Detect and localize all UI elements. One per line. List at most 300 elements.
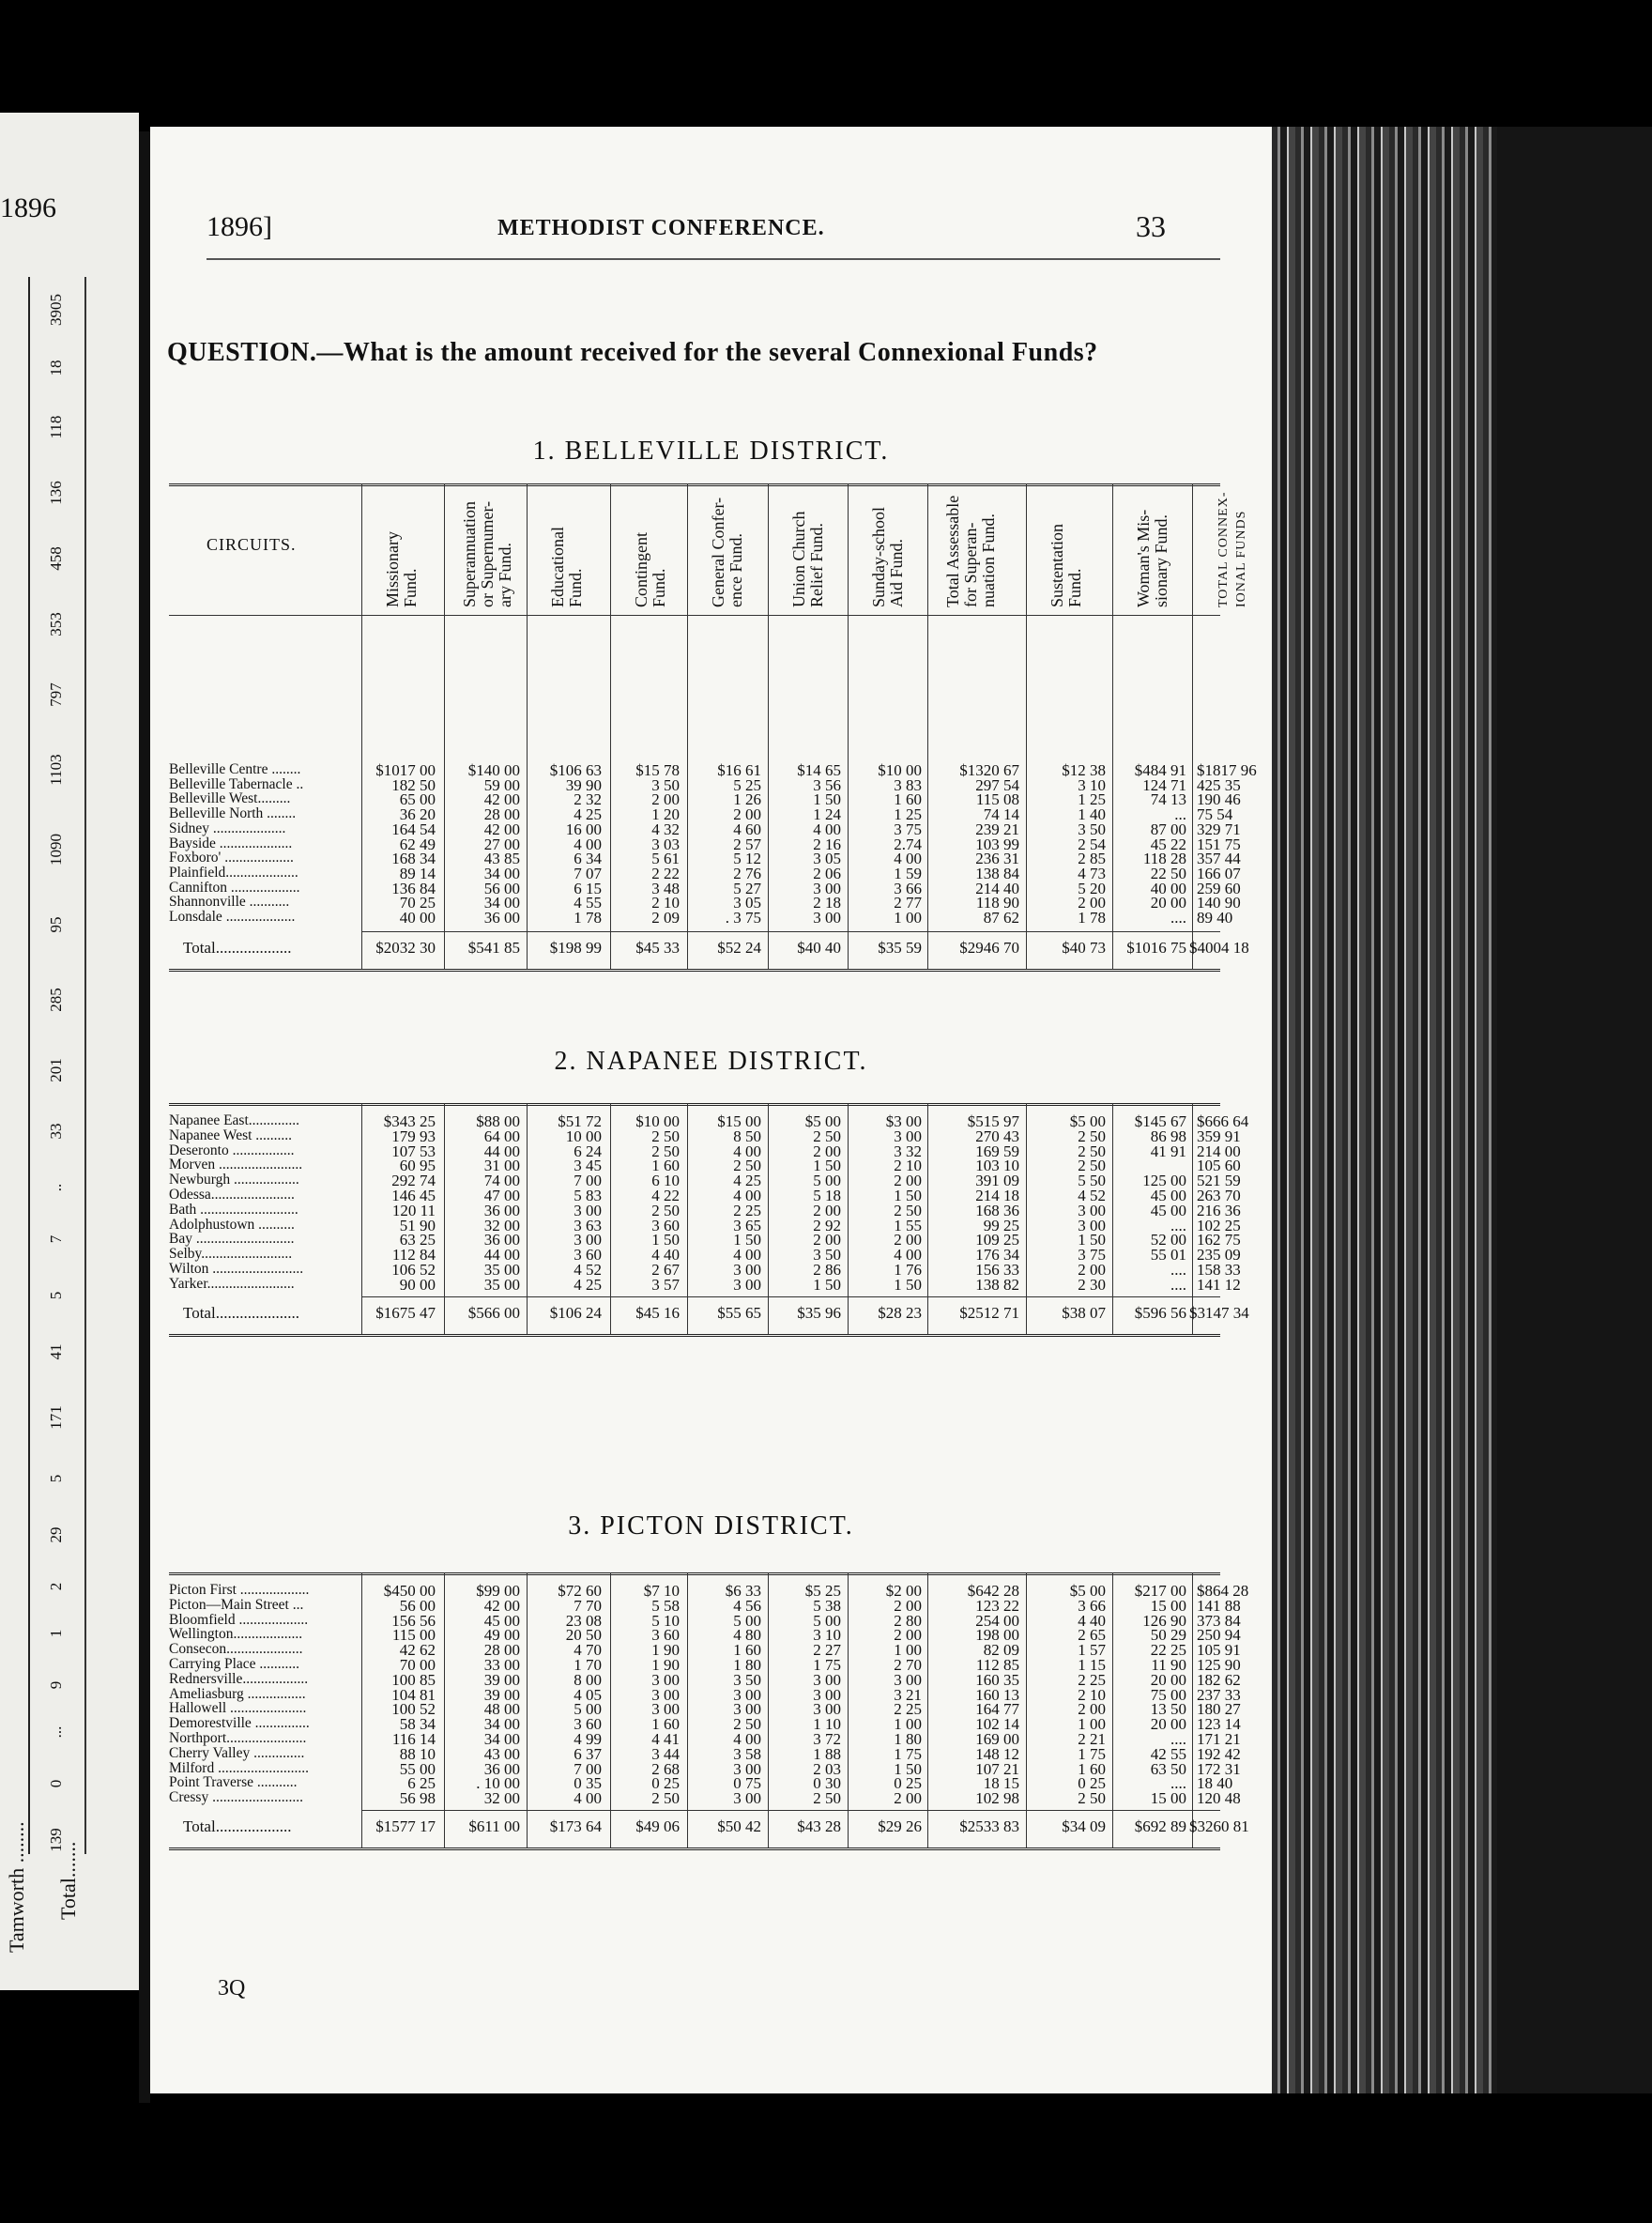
table-cell: 2 21 bbox=[1078, 1730, 1106, 1748]
left-page-number: 285 bbox=[47, 988, 65, 1012]
column-divider bbox=[848, 1103, 849, 1334]
left-page-number: 18 bbox=[47, 360, 65, 376]
table-cell: 2 50 bbox=[651, 1142, 680, 1160]
table-cell: 179 93 bbox=[391, 1127, 436, 1145]
table-cell: 1 50 bbox=[733, 1231, 761, 1249]
table-cell: 0 75 bbox=[733, 1774, 761, 1793]
table-cell: 160 35 bbox=[975, 1670, 1019, 1689]
table-cell: 166 07 bbox=[1197, 864, 1241, 882]
table-cell: 2 10 bbox=[1078, 1685, 1106, 1704]
table-cell: 2 85 bbox=[1078, 850, 1106, 868]
table-cell: 102 25 bbox=[1197, 1216, 1241, 1234]
table-cell: 103 99 bbox=[975, 835, 1019, 853]
column-divider bbox=[848, 1572, 849, 1847]
table-cell: 2 25 bbox=[894, 1700, 922, 1719]
table-cell: 7 00 bbox=[574, 1759, 602, 1778]
table-cell: 3 00 bbox=[733, 1261, 761, 1279]
table-cell: 3 57 bbox=[651, 1275, 680, 1294]
table-cell: 2 50 bbox=[1078, 1142, 1106, 1160]
table-cell: 158 33 bbox=[1197, 1261, 1241, 1279]
column-divider bbox=[610, 1572, 611, 1847]
table-cell: 2 54 bbox=[1078, 835, 1106, 853]
table-cell: $642 28 bbox=[967, 1582, 1019, 1600]
total-cell: $2032 30 bbox=[375, 938, 436, 957]
table-cell: 3 48 bbox=[651, 879, 680, 897]
column-divider bbox=[768, 1572, 769, 1847]
column-header-fund: Woman's Mis- sionary Fund. bbox=[1134, 509, 1170, 607]
table-cell: 162 75 bbox=[1197, 1231, 1241, 1249]
circuit-name: Napanee West .......... bbox=[169, 1127, 293, 1143]
table-cell: $666 64 bbox=[1197, 1112, 1249, 1130]
circuit-name: Deseronto ................. bbox=[169, 1142, 295, 1158]
table-cell: 1 78 bbox=[1078, 909, 1106, 927]
circuit-name: Selby......................... bbox=[169, 1246, 293, 1263]
table-cell: 136 84 bbox=[391, 879, 436, 897]
total-cell: $35 59 bbox=[878, 938, 922, 957]
table-cell: 521 59 bbox=[1197, 1172, 1241, 1190]
table-cell: 1 88 bbox=[813, 1744, 841, 1763]
total-cell: $43 28 bbox=[797, 1817, 841, 1835]
table-cell: 42 62 bbox=[399, 1641, 436, 1660]
column-header-fund: Superannuation or Supernumer- ary Fund. bbox=[460, 500, 514, 607]
left-page-number: 139 bbox=[47, 1828, 65, 1852]
table-cell: . 3 75 bbox=[725, 909, 761, 927]
table-cell: 89 14 bbox=[399, 864, 436, 882]
table-cell: 0 25 bbox=[651, 1774, 680, 1793]
footer-signature: 3Q bbox=[218, 1976, 246, 2001]
table-cell: 1 70 bbox=[574, 1656, 602, 1674]
table-cell: 60 95 bbox=[399, 1157, 436, 1175]
table-cell: 2 22 bbox=[651, 864, 680, 882]
table-cell: 90 00 bbox=[399, 1275, 436, 1294]
table-cell: 373 84 bbox=[1197, 1611, 1241, 1630]
table-cell: 138 82 bbox=[975, 1275, 1019, 1294]
column-divider bbox=[687, 483, 688, 969]
table-cell: 0 25 bbox=[1078, 1774, 1106, 1793]
table-cell: 18 15 bbox=[983, 1774, 1019, 1793]
table-cell: 140 90 bbox=[1197, 894, 1241, 912]
table-cell: 3 00 bbox=[733, 1759, 761, 1778]
table-cell: 15 00 bbox=[1150, 1596, 1186, 1615]
table-cell: 28 00 bbox=[483, 1641, 520, 1660]
left-page-number: 5 bbox=[47, 1291, 65, 1300]
total-label: Total................... bbox=[183, 1817, 292, 1835]
column-divider bbox=[1026, 483, 1027, 969]
left-page-number: 118 bbox=[47, 415, 65, 439]
table-cell: 2 30 bbox=[1078, 1275, 1106, 1294]
table-cell: 4 56 bbox=[733, 1596, 761, 1615]
table-bottom-rule bbox=[169, 1847, 1220, 1850]
left-page-number: 7 bbox=[47, 1234, 65, 1244]
table-cell: 45 00 bbox=[1150, 1187, 1186, 1204]
table-cell: 7 00 bbox=[574, 1172, 602, 1190]
left-page-label-tamworth: Tamworth ........ bbox=[5, 1821, 28, 1953]
circuit-name: Milford ......................... bbox=[169, 1759, 309, 1776]
column-divider bbox=[927, 1103, 928, 1334]
table-cell: 103 10 bbox=[975, 1157, 1019, 1175]
table-cell: 40 00 bbox=[399, 909, 436, 927]
table-cell: 4 70 bbox=[574, 1641, 602, 1660]
table-cell: $15 00 bbox=[717, 1112, 761, 1130]
table-cell: 58 34 bbox=[399, 1715, 436, 1734]
table-cell: 3 21 bbox=[894, 1685, 922, 1704]
table-cell: 391 09 bbox=[975, 1172, 1019, 1190]
table-cell: 214 18 bbox=[975, 1187, 1019, 1204]
table-cell: 3 60 bbox=[574, 1715, 602, 1734]
table-cell: 3 50 bbox=[733, 1670, 761, 1689]
table-cell: 214 00 bbox=[1197, 1142, 1241, 1160]
table-cell: 32 00 bbox=[483, 1789, 520, 1808]
table-cell: 2 70 bbox=[894, 1656, 922, 1674]
table-cell: $10 00 bbox=[878, 761, 922, 779]
table-cell: 182 50 bbox=[391, 775, 436, 794]
table-cell: 3 75 bbox=[1078, 1246, 1106, 1265]
table-cell: 52 00 bbox=[1150, 1231, 1186, 1249]
circuit-name: Belleville West......... bbox=[169, 790, 291, 807]
table-cell: 2 10 bbox=[651, 894, 680, 912]
table-cell: . 10 00 bbox=[476, 1774, 520, 1793]
total-cell: $1577 17 bbox=[375, 1817, 436, 1835]
table-cell: 70 00 bbox=[399, 1656, 436, 1674]
table-cell: 88 10 bbox=[399, 1744, 436, 1763]
table-cell: 28 00 bbox=[483, 805, 520, 824]
circuit-name: Cherry Valley .............. bbox=[169, 1744, 305, 1761]
table-cell: $450 00 bbox=[383, 1582, 436, 1600]
table-cell: $16 61 bbox=[717, 761, 761, 779]
circuit-name: Consecon..................... bbox=[169, 1641, 303, 1658]
table-cell: 2 50 bbox=[813, 1789, 841, 1808]
table-cell: 5 27 bbox=[733, 879, 761, 897]
table-cell: 4 73 bbox=[1078, 864, 1106, 882]
table-cell: 4 00 bbox=[733, 1187, 761, 1204]
table-cell: 47 00 bbox=[483, 1187, 520, 1204]
table-cell: 1 50 bbox=[894, 1759, 922, 1778]
table-cell: 3 00 bbox=[733, 1275, 761, 1294]
table-cell: 2 18 bbox=[813, 894, 841, 912]
table-cell: 123 22 bbox=[975, 1596, 1019, 1615]
table-cell: 254 00 bbox=[975, 1611, 1019, 1630]
table-cell: 5 00 bbox=[813, 1172, 841, 1190]
left-page-number: 136 bbox=[47, 481, 65, 505]
column-header-fund: General Confer- ence Fund. bbox=[709, 497, 745, 607]
table-cell: 3 00 bbox=[813, 1700, 841, 1719]
table-cell: $88 00 bbox=[476, 1112, 520, 1130]
table-cell: 3 00 bbox=[894, 1127, 922, 1145]
left-page-number: .. bbox=[47, 1183, 65, 1192]
table-cell: 1 25 bbox=[894, 805, 922, 824]
left-page-number: 9 bbox=[47, 1680, 65, 1690]
table-cell: 45 00 bbox=[483, 1611, 520, 1630]
table-cell: 239 21 bbox=[975, 820, 1019, 838]
table-cell: 87 62 bbox=[983, 909, 1019, 927]
table-cell: 4 40 bbox=[651, 1246, 680, 1265]
table-cell: 45 00 bbox=[1150, 1201, 1186, 1219]
table-cell: 32 00 bbox=[483, 1216, 520, 1234]
table-cell: 3 50 bbox=[651, 775, 680, 794]
total-rule bbox=[361, 931, 1220, 932]
table-cell: 63 25 bbox=[399, 1231, 436, 1249]
table-cell: 250 94 bbox=[1197, 1626, 1241, 1645]
total-cell: $541 85 bbox=[467, 938, 520, 957]
header-title: METHODIST CONFERENCE. bbox=[497, 216, 825, 240]
column-divider bbox=[927, 483, 928, 969]
table-cell: 4 00 bbox=[894, 1246, 922, 1265]
table-cell: 2 06 bbox=[813, 864, 841, 882]
table-cell: 1 00 bbox=[1078, 1715, 1106, 1734]
table-cell: 169 00 bbox=[975, 1730, 1019, 1748]
table-cell: .... bbox=[1170, 1261, 1186, 1279]
table-cell: 2 27 bbox=[813, 1641, 841, 1660]
table-cell: 2 76 bbox=[733, 864, 761, 882]
left-page-label-total: Total....... bbox=[56, 1841, 80, 1920]
table-cell: 35 00 bbox=[483, 1261, 520, 1279]
table-cell: 104 81 bbox=[391, 1685, 436, 1704]
column-divider bbox=[527, 483, 528, 969]
table-cell: 55 00 bbox=[399, 1759, 436, 1778]
table-cell: 2 00 bbox=[813, 1201, 841, 1219]
column-header-fund: Sunday-school Aid Fund. bbox=[869, 507, 906, 607]
circuit-name: Ameliasburg ................ bbox=[169, 1685, 306, 1702]
table-cell: 39 90 bbox=[565, 775, 602, 794]
table-cell: 31 00 bbox=[483, 1157, 520, 1175]
left-page-number: 29 bbox=[47, 1526, 65, 1543]
circuit-name: Odessa....................... bbox=[169, 1187, 295, 1203]
district-title-picton: 3. PICTON DISTRICT. bbox=[568, 1511, 854, 1541]
table-cell: 3 58 bbox=[733, 1744, 761, 1763]
table-cell: 236 31 bbox=[975, 850, 1019, 868]
table-cell: 3 83 bbox=[894, 775, 922, 794]
table-cell: 55 01 bbox=[1150, 1246, 1186, 1265]
total-cell: $611 00 bbox=[468, 1817, 520, 1835]
table-cell: 56 98 bbox=[399, 1789, 436, 1808]
total-cell: $45 16 bbox=[635, 1303, 680, 1322]
table-cell: 6 37 bbox=[574, 1744, 602, 1763]
table-cell: 5 83 bbox=[574, 1187, 602, 1204]
table-cell: $106 63 bbox=[549, 761, 602, 779]
table-cell: 27 00 bbox=[483, 835, 520, 853]
circuit-name: Plainfield.................... bbox=[169, 864, 298, 881]
table-cell: 3 72 bbox=[813, 1730, 841, 1748]
table-cell: 107 53 bbox=[391, 1142, 436, 1160]
total-cell: $40 73 bbox=[1062, 938, 1106, 957]
table-cell: 4 52 bbox=[574, 1261, 602, 1279]
table-cell: 1 24 bbox=[813, 805, 841, 824]
table-cell: 2 80 bbox=[894, 1611, 922, 1630]
table-cell: 2 50 bbox=[733, 1157, 761, 1175]
table-cell: 65 00 bbox=[399, 790, 436, 809]
column-divider bbox=[527, 1572, 528, 1847]
table-cell: $5 00 bbox=[804, 1112, 841, 1130]
table-cell: 33 00 bbox=[483, 1656, 520, 1674]
table-cell: 4 00 bbox=[733, 1142, 761, 1160]
table-cell: 2 25 bbox=[1078, 1670, 1106, 1689]
table-cell: 116 14 bbox=[391, 1730, 436, 1748]
table-cell: 8 00 bbox=[574, 1670, 602, 1689]
table-cell: 1 10 bbox=[813, 1715, 841, 1734]
table-cell: 1 50 bbox=[1078, 1231, 1106, 1249]
left-page-number: 171 bbox=[47, 1405, 65, 1430]
table-cell: $484 91 bbox=[1134, 761, 1186, 779]
left-page-number: 797 bbox=[47, 682, 65, 707]
table-cell: 169 59 bbox=[975, 1142, 1019, 1160]
table-cell: 3 00 bbox=[813, 1685, 841, 1704]
table-cell: 259 60 bbox=[1197, 879, 1241, 897]
table-cell: 214 40 bbox=[975, 879, 1019, 897]
total-cell: $198 99 bbox=[549, 938, 602, 957]
table-cell: 1 00 bbox=[894, 909, 922, 927]
table-cell: 3 00 bbox=[894, 1670, 922, 1689]
table-cell: 45 22 bbox=[1150, 835, 1186, 853]
table-cell: 51 90 bbox=[399, 1216, 436, 1234]
table-cell: 102 98 bbox=[975, 1789, 1019, 1808]
total-cell: $106 24 bbox=[549, 1303, 602, 1322]
table-cell: 15 00 bbox=[1150, 1789, 1186, 1808]
table-cell: 102 14 bbox=[975, 1715, 1019, 1734]
column-header-fund: TOTAL CONNEX- IONAL FUNDS bbox=[1216, 491, 1248, 607]
table-cell: 3 45 bbox=[574, 1157, 602, 1175]
total-cell: $3147 34 bbox=[1189, 1303, 1249, 1322]
circuit-name: Lonsdale ................... bbox=[169, 909, 296, 925]
table-cell: 56 00 bbox=[483, 879, 520, 897]
total-cell: $40 40 bbox=[797, 938, 841, 957]
table-cell: 2 00 bbox=[733, 805, 761, 824]
table-cell: 2 50 bbox=[733, 1715, 761, 1734]
table-cell: 3 56 bbox=[813, 775, 841, 794]
table-cell: 75 54 bbox=[1197, 805, 1233, 824]
table-cell: 59 00 bbox=[483, 775, 520, 794]
table-cell: 36 20 bbox=[399, 805, 436, 824]
table-cell: $10 00 bbox=[635, 1112, 680, 1130]
circuit-name: Hallowell ..................... bbox=[169, 1700, 307, 1717]
table-cell: $14 65 bbox=[797, 761, 841, 779]
table-cell: 1 80 bbox=[894, 1730, 922, 1748]
table-cell: 4 00 bbox=[813, 820, 841, 838]
table-cell: 3 60 bbox=[651, 1216, 680, 1234]
table-cell: 3 10 bbox=[1078, 775, 1106, 794]
table-cell: 22 25 bbox=[1150, 1641, 1186, 1660]
left-page-number: 41 bbox=[47, 1343, 65, 1360]
table-cell: $72 60 bbox=[558, 1582, 602, 1600]
table-cell: 3 00 bbox=[574, 1201, 602, 1219]
table-cell: 1 00 bbox=[894, 1715, 922, 1734]
table-cell: 23 08 bbox=[565, 1611, 602, 1630]
table-cell: 43 00 bbox=[483, 1744, 520, 1763]
table-cell: 3 00 bbox=[813, 1670, 841, 1689]
column-divider bbox=[768, 483, 769, 969]
table-cell: 2 50 bbox=[1078, 1157, 1106, 1175]
total-cell: $38 07 bbox=[1062, 1303, 1106, 1322]
left-page-number: 201 bbox=[47, 1058, 65, 1082]
table-cell: 1 50 bbox=[813, 1157, 841, 1175]
circuit-name: Demorestville ............... bbox=[169, 1715, 310, 1732]
total-cell: $173 64 bbox=[549, 1817, 602, 1835]
table-cell: $5 00 bbox=[1069, 1582, 1106, 1600]
column-divider bbox=[687, 1572, 688, 1847]
table-cell: 120 48 bbox=[1197, 1789, 1241, 1808]
table-cell: 13 50 bbox=[1150, 1700, 1186, 1719]
table-cell: 10 00 bbox=[565, 1127, 602, 1145]
table-cell: 3 63 bbox=[574, 1216, 602, 1234]
circuit-name: Belleville Tabernacle .. bbox=[169, 775, 304, 792]
table-cell: 3 50 bbox=[813, 1246, 841, 1265]
table-cell: 2 50 bbox=[651, 1127, 680, 1145]
table-cell: 2 00 bbox=[894, 1789, 922, 1808]
table-cell: 2 16 bbox=[813, 835, 841, 853]
left-page-number: 2 bbox=[47, 1582, 65, 1591]
circuit-name: Picton—Main Street ... bbox=[169, 1596, 304, 1613]
column-divider bbox=[1112, 1103, 1113, 1334]
table-cell: $99 00 bbox=[476, 1582, 520, 1600]
total-cell: $28 23 bbox=[878, 1303, 922, 1322]
table-cell: 5 38 bbox=[813, 1596, 841, 1615]
left-facing-page bbox=[0, 113, 139, 1990]
circuit-name: Shannonville ........... bbox=[169, 894, 290, 911]
table-cell: 4 00 bbox=[574, 1789, 602, 1808]
left-page-number: 95 bbox=[47, 916, 65, 933]
table-cell: 1 50 bbox=[651, 1231, 680, 1249]
table-cell: 3 60 bbox=[651, 1626, 680, 1645]
left-page-strip bbox=[0, 277, 30, 1854]
table-cell: 112 85 bbox=[975, 1656, 1019, 1674]
table-cell: 56 00 bbox=[399, 1596, 436, 1615]
table-cell: 263 70 bbox=[1197, 1187, 1241, 1204]
table-cell: 1 60 bbox=[1078, 1759, 1106, 1778]
table-cell: 124 71 bbox=[1142, 775, 1186, 794]
table-top-rule bbox=[169, 1572, 1220, 1575]
table-cell: $6 33 bbox=[725, 1582, 761, 1600]
column-divider bbox=[610, 1103, 611, 1334]
table-cell: 171 21 bbox=[1197, 1730, 1241, 1748]
table-cell: 182 62 bbox=[1197, 1670, 1241, 1689]
total-cell: $52 24 bbox=[717, 938, 761, 957]
table-cell: 36 00 bbox=[483, 1759, 520, 1778]
table-cell: $15 78 bbox=[635, 761, 680, 779]
total-cell: $596 56 bbox=[1134, 1303, 1186, 1322]
table-cell: 48 00 bbox=[483, 1700, 520, 1719]
table-cell: 3 00 bbox=[733, 1685, 761, 1704]
table-cell: 43 85 bbox=[483, 850, 520, 868]
table-cell: 3 03 bbox=[651, 835, 680, 853]
table-cell: 34 00 bbox=[483, 894, 520, 912]
table-cell: 1 59 bbox=[894, 864, 922, 882]
table-cell: $217 00 bbox=[1134, 1582, 1186, 1600]
circuit-name: Morven ....................... bbox=[169, 1157, 303, 1173]
left-page-number: 5 bbox=[47, 1474, 65, 1483]
table-cell: 1 76 bbox=[894, 1261, 922, 1279]
column-divider bbox=[1026, 1572, 1027, 1847]
table-cell: 1 60 bbox=[651, 1157, 680, 1175]
circuit-name: Bayside .................... bbox=[169, 835, 293, 851]
left-page-rule bbox=[84, 277, 86, 1854]
table-cell: 35 00 bbox=[483, 1275, 520, 1294]
column-divider bbox=[1026, 1103, 1027, 1334]
table-cell: 270 43 bbox=[975, 1127, 1019, 1145]
circuit-name: Napanee East.............. bbox=[169, 1112, 300, 1128]
table-cell: 1 80 bbox=[733, 1656, 761, 1674]
header-rule bbox=[206, 258, 1220, 260]
table-cell: $12 38 bbox=[1062, 761, 1106, 779]
table-cell: 216 36 bbox=[1197, 1201, 1241, 1219]
table-cell: .... bbox=[1170, 909, 1186, 927]
table-cell: 4 25 bbox=[733, 1172, 761, 1190]
column-header-fund: Educational Fund. bbox=[548, 527, 585, 607]
table-cell: 82 09 bbox=[983, 1641, 1019, 1660]
table-cell: 5 12 bbox=[733, 850, 761, 868]
circuit-name: Bath ........................... bbox=[169, 1201, 298, 1218]
table-cell: 2 25 bbox=[733, 1201, 761, 1219]
table-cell: 1 25 bbox=[1078, 790, 1106, 809]
table-bottom-rule bbox=[169, 1334, 1220, 1337]
